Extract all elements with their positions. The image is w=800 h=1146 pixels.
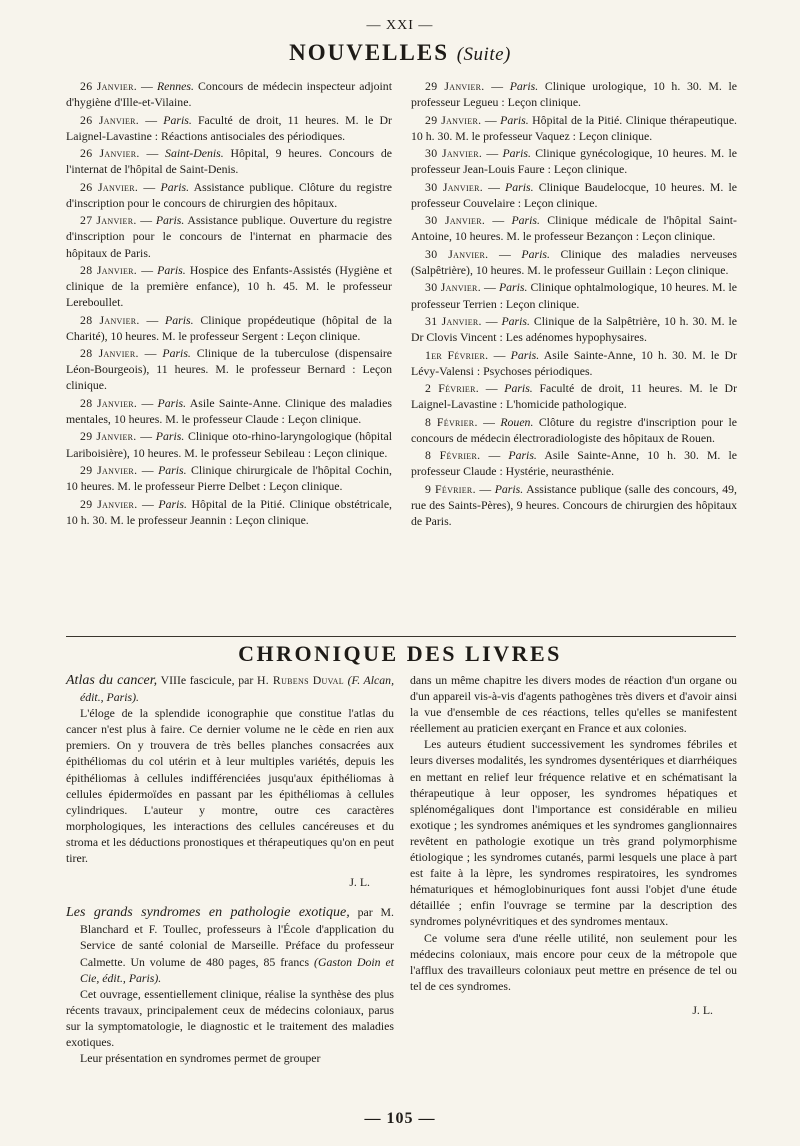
news-text: Hôpital, 9 heures. Concours de l'internat de l'hôpital de Saint-Denis. — [66, 146, 392, 177]
news-city: Paris. — [165, 312, 194, 327]
book-byline: par M. Blanchard et F. Toullec, professeurs à l'École d'application du Service de santé colonial de Marseille. Préface du professeur Calmette. Un volume de 480 pages, 85 francs — [80, 905, 394, 969]
news-date: 26 Janvier. — [80, 112, 140, 127]
nouvelles-heading — [0, 40, 800, 66]
news-text: Assistance publique (salle des concours, 49, rue des Saints-Pères), 9 heures. Concours de chirurgien des hôpitaux de Paris. — [411, 481, 737, 529]
news-entry: 26 Janvier. — Saint-Denis. Hôpital, 9 heures. Concours de l'internat de l'hôpital de Saint-Denis. — [66, 146, 392, 177]
news-date: 30 Janvier. — [425, 179, 483, 194]
news-date: 26 Janvier. — [80, 179, 139, 194]
news-text: Assistance publique. Ouverture du registre d'inscription pour le concours de l'internat en pharmacie des hôpitaux de Paris. — [66, 213, 392, 260]
news-city: Paris. — [155, 429, 185, 444]
book-review-paragraph: dans un même chapitre les divers modes de réaction d'un organe ou d'un appareil vis-à-vis d'agents pathogènes très divers et d'avoir ainsi la vue d'ensemble de ces réactions, telles qu'elles se manifestent réellement au praticien exerçant en France et aux colonies. — [410, 673, 737, 736]
review-signature: J. L. — [349, 875, 370, 890]
news-entry: 28 Janvier. — Paris. Hospice des Enfants-Assistés (Hygiène et clinique de la première enfance), 10 h. 45. M. le professeur Lereboullet. — [66, 262, 392, 310]
book-review-paragraph: Cet ouvrage, essentiellement clinique, réalise la synthèse des plus récents travaux, principalement ceux de médecins coloniaux, parus sur la symptomatologie, le diagnostic et le traitement des maladies exotiques. — [66, 986, 394, 1049]
chronique-title: CHRONIQUE DES LIVRES — [238, 641, 562, 666]
news-city: Paris. — [158, 496, 187, 511]
news-text: Clinique chirurgicale de l'hôpital Cochin, 10 heures. M. le professeur Pierre Delbet : Leçon clinique. — [66, 463, 392, 494]
news-date: 27 Janvier. — [80, 213, 137, 228]
news-date: 30 Janvier. — [425, 213, 486, 228]
news-city: Paris. — [502, 146, 531, 161]
news-text: Clôture du registre d'inscription pour le concours de médecin électroradiologiste des hôpitaux de Rouen. — [411, 414, 737, 445]
news-entry: 29 Janvier. — Paris. Hôpital de la Pitié. Clinique thérapeutique. 10 h. 30. M. le professeur Vaquez : Leçon clinique. — [411, 112, 738, 143]
news-entry: 8 Février. — Paris. Asile Sainte-Anne, 10 h. 30. M. le professeur Claude : Hystérie, neurasthénie. — [411, 448, 737, 479]
news-text: Clinique ophtalmologique, 10 heures. M. le professeur Terrien : Leçon clinique. — [411, 280, 738, 311]
book-fascicle: VIIIe fascicule, par — [160, 673, 254, 687]
news-city: Paris. — [158, 463, 187, 478]
book-reference — [66, 904, 394, 985]
news-entry: 29 Janvier. — Paris. Clinique chirurgicale de l'hôpital Cochin, 10 heures. M. le professeur Pierre Delbet : Leçon clinique. — [66, 463, 392, 494]
news-text: Hôpital de la Pitié. Clinique thérapeutique. 10 h. 30. M. le professeur Vaquez : Leçon clinique. — [411, 112, 738, 143]
news-text: Asile Sainte-Anne. Clinique des maladies mentales, 10 heures. M. le professeur Claude : Leçon clinique. — [66, 395, 392, 426]
news-text: Clinique propédeutique (hôpital de la Charité), 10 heures. M. le professeur Sergent : Leçon clinique. — [66, 312, 392, 343]
book-title: Atlas du cancer, — [66, 673, 158, 688]
news-entry: 2 Février. — Paris. Faculté de droit, 11 heures. M. le Dr Laignel-Lavastine : L'homicide pathologique. — [411, 381, 738, 412]
news-city: Saint-Denis. — [165, 146, 224, 161]
news-entry: 30 Janvier. — Paris. Clinique des maladies nerveuses (Salpêtrière), 10 heures. M. le professeur Guillain : Leçon clinique. — [411, 246, 738, 277]
book-review-paragraph: Les auteurs étudient successivement les syndromes fébriles et leurs diverses modalités, les syndromes dysentériques et diarrhéiques en mettant en relief leur fréquence relative et en schématisant la thérapeutique à leur opposer, les syndromes hépatiques et splénomégaliques dont l'importance est considérable en milieu exotique ; les syndromes anémiques et les syndromes ganglionnaires revêtent en pathologie exotique un très grand polymorphisme étiologique ; les syndromes cutanés, parmi lesquels une place à part est faite à la lèpre, les syndromes respiratoires, les syndromes hématuriques et hémoglobinuriques font aussi l'objet d'une étude détaillée ; enfin l'ouvrage se termine par la description des syndromes polynévritiques et des syndromes mentaux. — [410, 737, 737, 929]
news-city: Paris. — [501, 314, 530, 329]
news-city: Paris. — [521, 246, 550, 261]
news-date: 26 Janvier. — [80, 79, 137, 93]
news-entry: 26 Janvier. — Paris. Assistance publique. Clôture du registre d'inscription pour le concours de chirurgien des hôpitaux. — [66, 179, 392, 210]
news-entry: 26 Janvier. — Paris. Faculté de droit, 11 heures. M. le Dr Laignel-Lavastine : Réactions antisociales des périodiques. — [66, 112, 392, 143]
section-divider — [66, 636, 736, 637]
news-text: Clinique Baudelocque, 10 heures. M. le professeur Couvelaire : Leçon clinique. — [411, 179, 737, 210]
review-signature: J. L. — [692, 1002, 713, 1017]
news-text: Clinique médicale de l'hôpital Saint-Antoine, 10 heures. M. le professeur Bezançon : Leçon clinique. — [411, 213, 737, 244]
news-entry: 1er Février. — Paris. Asile Sainte-Anne, 10 h. 30. M. le Dr Lévy-Valensi : Psychoses périodiques. — [411, 347, 737, 378]
news-city: Paris. — [511, 213, 540, 228]
news-city: Paris. — [498, 280, 528, 295]
news-city: Paris. — [508, 448, 537, 463]
news-city: Paris. — [163, 112, 192, 127]
news-date: 29 Janvier. — [80, 429, 137, 444]
news-date: 29 Janvier. — [425, 79, 485, 93]
book-publisher: (F. Alcan, édit., Paris). — [80, 673, 395, 705]
nouvelles-suite: (Suite) — [456, 44, 511, 65]
news-date: 28 Janvier. — [80, 312, 140, 327]
news-city: Paris. — [155, 213, 185, 228]
news-date: 1er Février. — [425, 347, 489, 362]
news-text: Concours de médecin inspecteur adjoint d'hygiène d'Ille-et-Vilaine. — [66, 79, 392, 110]
news-city: Paris. — [160, 179, 190, 194]
news-city: Rennes. — [156, 79, 194, 93]
page-number: — 105 — — [364, 1110, 436, 1127]
news-entry: 31 Janvier. — Paris. Clinique de la Salpêtrière, 10 h. 30. M. le Dr Clovis Vincent : Les adénomes hypophysaires. — [411, 314, 737, 345]
news-text: Asile Sainte-Anne, 10 h. 30. M. le Dr Lévy-Valensi : Psychoses périodiques. — [411, 347, 737, 378]
news-date: 28 Janvier. — [80, 395, 138, 410]
news-city: Paris. — [494, 481, 524, 496]
news-date: 26 Janvier. — [80, 146, 140, 161]
news-date: 29 Janvier. — [425, 112, 482, 127]
news-entry: 30 Janvier. — Paris. Clinique ophtalmologique, 10 heures. M. le professeur Terrien : Leçon clinique. — [411, 280, 738, 311]
news-entry: 28 Janvier. — Paris. Clinique de la tuberculose (dispensaire Léon-Bourgeois), 11 heures. M. le professeur Bernard : Leçon clinique. — [66, 346, 393, 393]
news-date: 9 Février. — [425, 481, 476, 496]
book-author: H. Rubens Duval — [256, 673, 344, 687]
book-reference — [66, 672, 394, 705]
news-entry: 30 Janvier. — Paris. Clinique Baudelocque, 10 heures. M. le professeur Couvelaire : Leçon clinique. — [411, 179, 737, 210]
news-date: 8 Février. — [425, 448, 481, 463]
news-text: Clinique urologique, 10 h. 30. M. le professeur Legueu : Leçon clinique. — [411, 79, 738, 110]
news-date: 2 Février. — [425, 381, 480, 396]
news-text: Hôpital de la Pitié. Clinique obstétricale, 10 h. 30. M. le professeur Jeannin : Leçon clinique. — [66, 496, 393, 527]
news-city: Paris. — [157, 262, 186, 277]
news-city: Paris. — [157, 395, 187, 410]
news-text: Faculté de droit, 11 heures. M. le Dr Laignel-Lavastine : L'homicide pathologique. — [411, 381, 738, 412]
nouvelles-right-column — [411, 78, 737, 531]
news-date: 30 Janvier. — [425, 280, 481, 295]
news-text: Assistance publique. Clôture du registre d'inscription pour le concours de chirurgien des hôpitaux. — [66, 179, 392, 210]
news-date: 30 Janvier. — [425, 246, 489, 261]
news-city: Paris. — [504, 381, 533, 396]
news-date: 29 Janvier. — [80, 463, 138, 478]
news-city: Paris. — [500, 112, 529, 127]
news-date: 28 Janvier. — [80, 346, 139, 361]
news-entry: 28 Janvier. — Paris. Asile Sainte-Anne. Clinique des maladies mentales, 10 heures. M. le professeur Claude : Leçon clinique. — [66, 395, 392, 426]
news-text: Clinique oto-rhino-laryngologique (hôpital Lariboisière), 10 heures. M. le professeur Sebileau : Leçon clinique. — [66, 429, 393, 460]
book-title: Les grands syndromes en pathologie exotique, — [66, 905, 350, 921]
news-entry: 9 Février. — Paris. Assistance publique (salle des concours, 49, rue des Saints-Pères), 9 heures. Concours de chirurgien des hôpitaux de Paris. — [411, 481, 737, 529]
news-date: 30 Janvier. — [425, 146, 483, 161]
book-publisher: (Gaston Doin et Cie, édit., Paris). — [80, 954, 394, 985]
news-date: 28 Janvier. — [80, 262, 138, 277]
news-city: Paris. — [505, 179, 534, 194]
news-text: Clinique de la tuberculose (dispensaire Léon-Bourgeois), 11 heures. M. le professeur Bernard : Leçon clinique. — [66, 346, 393, 393]
news-city: Paris. — [510, 347, 540, 362]
book-review-paragraph: Leur présentation en syndromes permet de grouper — [80, 1051, 321, 1066]
nouvelles-title: NOUVELLES — [289, 40, 449, 65]
chronique-left-column — [66, 672, 394, 1066]
news-date: 8 Février. — [425, 414, 478, 429]
news-date: 31 Janvier. — [425, 314, 482, 329]
news-entry: 30 Janvier. — Paris. Clinique gynécologique, 10 heures. M. le professeur Jean-Louis Faure : Leçon clinique. — [411, 146, 738, 177]
book-review: L'éloge de la splendide iconographie que constitue l'atlas du cancer n'est plus à faire. Ce dernier volume ne le cède en rien aux premiers. On y trouvera de très belles planches consacrées aux épithéliomas du col utérin et à leur multiples variétés, depuis les épithéliomas à cellules indifférenciées jusqu'aux épithéliomas à cellules épidermoïdes en passant par les épithéliomas à cellules cylindriques. L'auteur y montre, outre ces caractères morphologiques, les interactions des cellules cancéreuses et du stroma et les déductions pronostiques et thérapeutiques qu'on en peut tirer. — [66, 706, 394, 866]
news-text: Clinique gynécologique, 10 heures. M. le professeur Jean-Louis Faure : Leçon clinique. — [411, 146, 738, 177]
news-entry: 29 Janvier. — Paris. Hôpital de la Pitié. Clinique obstétricale, 10 h. 30. M. le professeur Jeannin : Leçon clinique. — [66, 496, 393, 527]
news-entry: 29 Janvier. — Paris. Clinique oto-rhino-laryngologique (hôpital Lariboisière), 10 heures. M. le professeur Sebileau : Leçon clinique. — [66, 429, 393, 460]
chronique-right-column — [410, 672, 737, 1032]
news-city: Paris. — [509, 79, 539, 93]
news-entry: 28 Janvier. — Paris. Clinique propédeutique (hôpital de la Charité), 10 heures. M. le professeur Sergent : Leçon clinique. — [66, 312, 392, 343]
news-entry: 27 Janvier. — Paris. Assistance publique. Ouverture du registre d'inscription pour le concours de l'internat en pharmacie des hôpitaux de Paris. — [66, 213, 392, 260]
nouvelles-left-column — [66, 78, 392, 529]
news-city: Paris. — [162, 346, 191, 361]
news-text: Asile Sainte-Anne, 10 h. 30. M. le professeur Claude : Hystérie, neurasthénie. — [411, 448, 737, 479]
news-entry: 29 Janvier. — Paris. Clinique urologique, 10 h. 30. M. le professeur Legueu : Leçon clinique. — [411, 79, 738, 110]
roman-folio: — XXI — — [366, 18, 434, 33]
news-text: Hospice des Enfants-Assistés (Hygiène et clinique de la première enfance), 10 h. 45. M. le professeur Lereboullet. — [66, 262, 392, 310]
news-text: Clinique de la Salpêtrière, 10 h. 30. M. le Dr Clovis Vincent : Les adénomes hypophysaires. — [411, 314, 737, 345]
book-review-paragraph: Ce volume sera d'une réelle utilité, non seulement pour les médecins coloniaux, mais encore pour ceux de la métropole que l'afflux des travailleurs coloniaux peut mettre en présence de tel ou tel de ces syndromes. — [410, 930, 737, 993]
news-text: Clinique des maladies nerveuses (Salpêtrière), 10 heures. M. le professeur Guillain : Leçon clinique. — [411, 246, 738, 277]
news-entry: 8 Février. — Rouen. Clôture du registre d'inscription pour le concours de médecin électroradiologiste des hôpitaux de Rouen. — [411, 414, 737, 445]
news-text: Faculté de droit, 11 heures. M. le Dr Laignel-Lavastine : Réactions antisociales des périodiques. — [66, 112, 392, 143]
news-entry: 26 Janvier. — Rennes. Concours de médecin inspecteur adjoint d'hygiène d'Ille-et-Vilaine. — [66, 79, 392, 110]
news-entry: 30 Janvier. — Paris. Clinique médicale de l'hôpital Saint-Antoine, 10 heures. M. le professeur Bezançon : Leçon clinique. — [411, 213, 737, 244]
news-city: Rouen. — [500, 414, 534, 429]
news-date: 29 Janvier. — [80, 496, 138, 511]
